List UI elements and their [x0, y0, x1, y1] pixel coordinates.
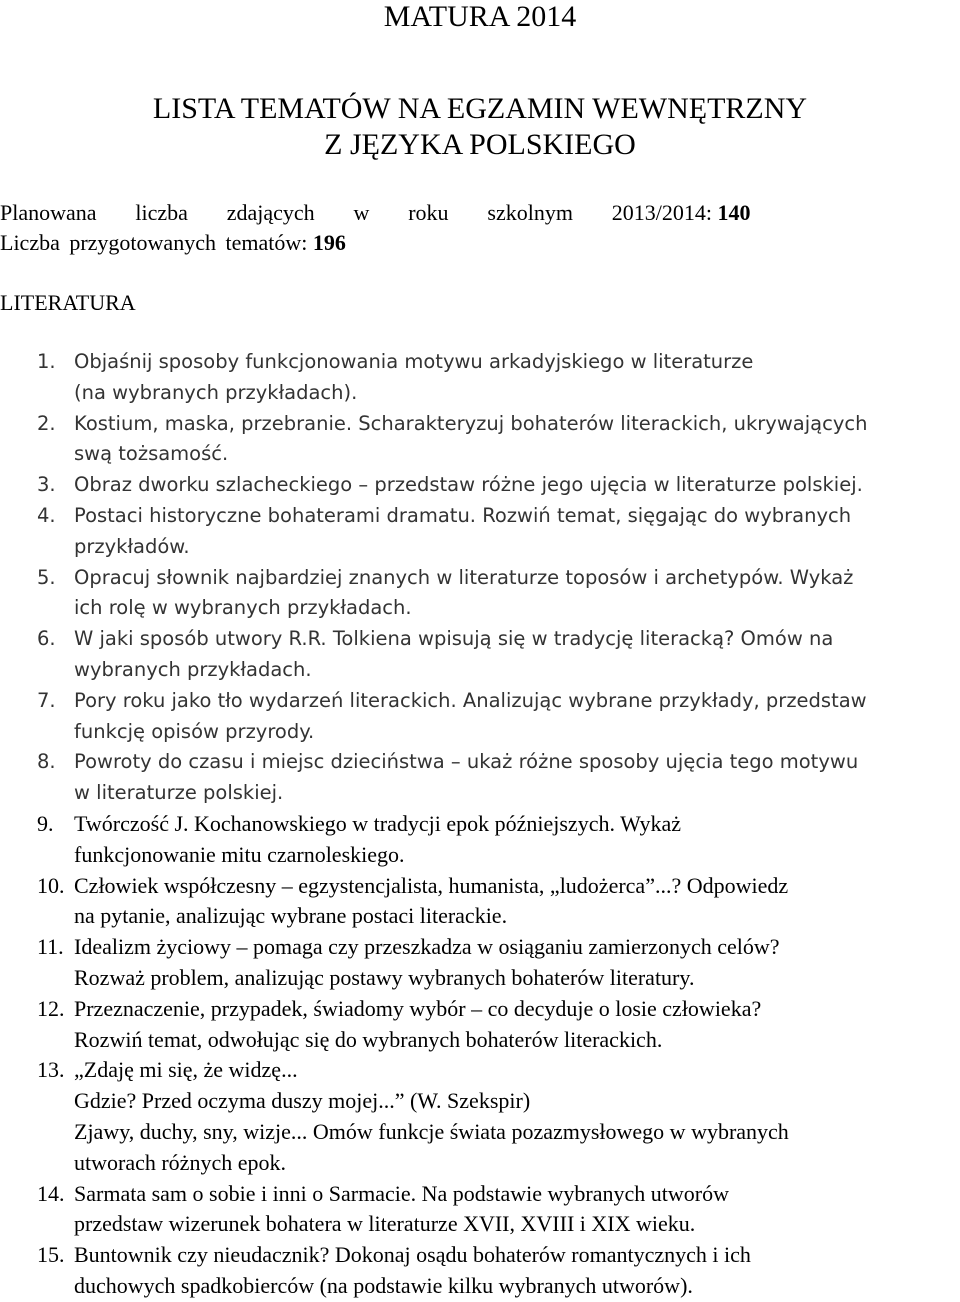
- list-item: [0, 470, 960, 501]
- topic-number: 1.: [37, 350, 56, 373]
- topic-text-line: w literaturze polskiej.: [74, 781, 284, 805]
- topic-text: [74, 1179, 960, 1241]
- topic-number: 2.: [37, 411, 56, 435]
- topic-text: [74, 409, 960, 471]
- topic-text-line: funkcjonowanie mitu czarnoleskiego.: [74, 841, 405, 867]
- topic-text: [74, 994, 960, 1056]
- topic-text-line: Rozwiń temat, odwołując się do wybranych bohaterów literackich.: [74, 1026, 663, 1052]
- topic-text: [74, 347, 960, 409]
- topic-text-line: Pory roku jako tło wydarzeń literackich. Analizując wybrane przykłady, przedstaw: [74, 688, 867, 712]
- document-subtitle-line-1: LISTA TEMATÓW NA EGZAMIN WEWNĘTRZNY: [152, 92, 808, 125]
- list-item: [0, 871, 960, 933]
- topic-text-line: Kostium, maska, przebranie. Scharakteryzuj bohaterów literackich, ukrywających: [74, 411, 868, 435]
- topic-text-line: duchowych spadkobierców (na podstawie kilku wybranych utworów).: [74, 1272, 693, 1298]
- topic-text-line: utworach różnych epok.: [74, 1149, 286, 1175]
- topic-number: 6.: [37, 627, 56, 651]
- topic-text-line: przykładów.: [74, 534, 190, 558]
- topic-text: [74, 747, 960, 809]
- topic-text-line: wybranych przykładach.: [74, 657, 312, 681]
- section-heading: LITERATURA: [0, 290, 136, 315]
- list-item: [0, 747, 960, 809]
- topic-number: 13.: [37, 1057, 65, 1083]
- topic-text-line: ich rolę w wybranych przykładach.: [74, 596, 412, 620]
- list-item: [0, 563, 960, 625]
- list-item: [0, 624, 960, 686]
- topic-text: [74, 932, 960, 994]
- planned-candidates-label: Planowana liczba zdających w roku szkolnym 2013/2014:: [0, 200, 712, 225]
- list-item: [0, 409, 960, 471]
- topic-text: [74, 624, 960, 686]
- topic-text-line: Postaci historyczne bohaterami dramatu. Rozwiń temat, sięgając do wybranych: [74, 503, 852, 527]
- topic-number: 15.: [37, 1242, 65, 1268]
- topic-text-line: swą tożsamość.: [74, 442, 229, 466]
- topic-number: 12.: [37, 995, 65, 1021]
- topic-text-line: na pytanie, analizując wybrane postaci literackie.: [74, 903, 508, 929]
- topic-text-line: funkcję opisów przyrody.: [74, 719, 315, 743]
- list-item: [0, 347, 960, 409]
- topic-number: 10.: [37, 872, 65, 898]
- topic-text-line: Człowiek współczesny – egzystencjalista, humanista, „ludożerca”...? Odpowiedz: [74, 872, 789, 898]
- topic-text: [74, 470, 960, 501]
- topic-text: [74, 563, 960, 625]
- list-item: [0, 932, 960, 994]
- document-title: MATURA 2014: [383, 0, 577, 33]
- list-item: [0, 686, 960, 748]
- topic-text: [74, 501, 960, 563]
- topic-text-line: „Zdaję mi się, że widzę...: [74, 1057, 298, 1083]
- topic-text: [74, 871, 960, 933]
- topic-text-line: Przeznaczenie, przypadek, świadomy wybór – co decyduje o losie człowieka?: [74, 995, 762, 1021]
- topic-number: 11.: [37, 934, 64, 960]
- list-item: [0, 809, 960, 871]
- topic-number: 4.: [37, 503, 56, 527]
- topic-text: [74, 1240, 960, 1302]
- topics-count-value: 196: [312, 230, 346, 255]
- topics-count-row: [0, 228, 760, 258]
- topic-number: 7.: [37, 688, 56, 712]
- topic-text: [74, 809, 960, 871]
- list-item: [0, 1179, 960, 1241]
- topic-text: [74, 686, 960, 748]
- topic-text-line: Twórczość J. Kochanowskiego w tradycji epok późniejszych. Wykaż: [74, 810, 682, 836]
- topic-text-line: przedstaw wizerunek bohatera w literaturze XVII, XVIII i XIX wieku.: [74, 1211, 696, 1237]
- planned-candidates-row: [0, 198, 760, 228]
- topic-text-line: Buntownik czy nieudacznik? Dokonaj osądu bohaterów romantycznych i ich: [74, 1242, 751, 1268]
- list-item: [0, 501, 960, 563]
- topic-text-line: Opracuj słownik najbardziej znanych w literaturze toposów i archetypów. Wykaż: [74, 565, 854, 589]
- topic-text: [74, 1055, 960, 1178]
- topic-number: 9.: [37, 810, 54, 836]
- topic-number: 3.: [37, 473, 56, 497]
- topic-text-line: Sarmata sam o sobie i inni o Sarmacie. Na podstawie wybranych utworów: [74, 1180, 729, 1206]
- list-item: [0, 1240, 960, 1302]
- topic-text-line: Powroty do czasu i miejsc dzieciństwa – ukaż różne sposoby ujęcia tego motywu: [74, 750, 859, 774]
- topics-count-label: Liczba przygotowanych tematów:: [0, 230, 308, 255]
- topic-text-line: Zjawy, duchy, sny, wizje... Omów funkcje świata pozazmysłowego w wybranych: [74, 1118, 789, 1144]
- topic-text-line: (na wybranych przykładach).: [74, 380, 358, 404]
- topic-text-line: Obraz dworku szlacheckiego – przedstaw różne jego ujęcia w literaturze polskiej.: [74, 473, 863, 497]
- planned-candidates-value: 140: [717, 200, 751, 225]
- topic-number: 14.: [37, 1180, 65, 1206]
- list-item: [0, 1055, 960, 1178]
- topic-number: 5.: [37, 565, 56, 589]
- document-subtitle-line-2: Z JĘZYKA POLSKIEGO: [324, 128, 636, 161]
- topic-text-line: Gdzie? Przed oczyma duszy mojej...” (W. Szekspir): [74, 1088, 531, 1114]
- topic-text-line: Rozważ problem, analizując postawy wybranych bohaterów literatury.: [74, 964, 695, 990]
- topic-number: 8.: [37, 750, 56, 774]
- list-item: [0, 994, 960, 1056]
- topic-list: [0, 347, 960, 1302]
- topic-text-line: Objaśnij sposoby funkcjonowania motywu arkadyjskiego w literaturze: [74, 350, 754, 373]
- topic-text-line: Idealizm życiowy – pomaga czy przeszkadza w osiąganiu zamierzonych celów?: [74, 934, 780, 960]
- topic-text-line: W jaki sposób utwory R.R. Tolkiena wpisują się w tradycję literacką? Omów na: [74, 627, 834, 651]
